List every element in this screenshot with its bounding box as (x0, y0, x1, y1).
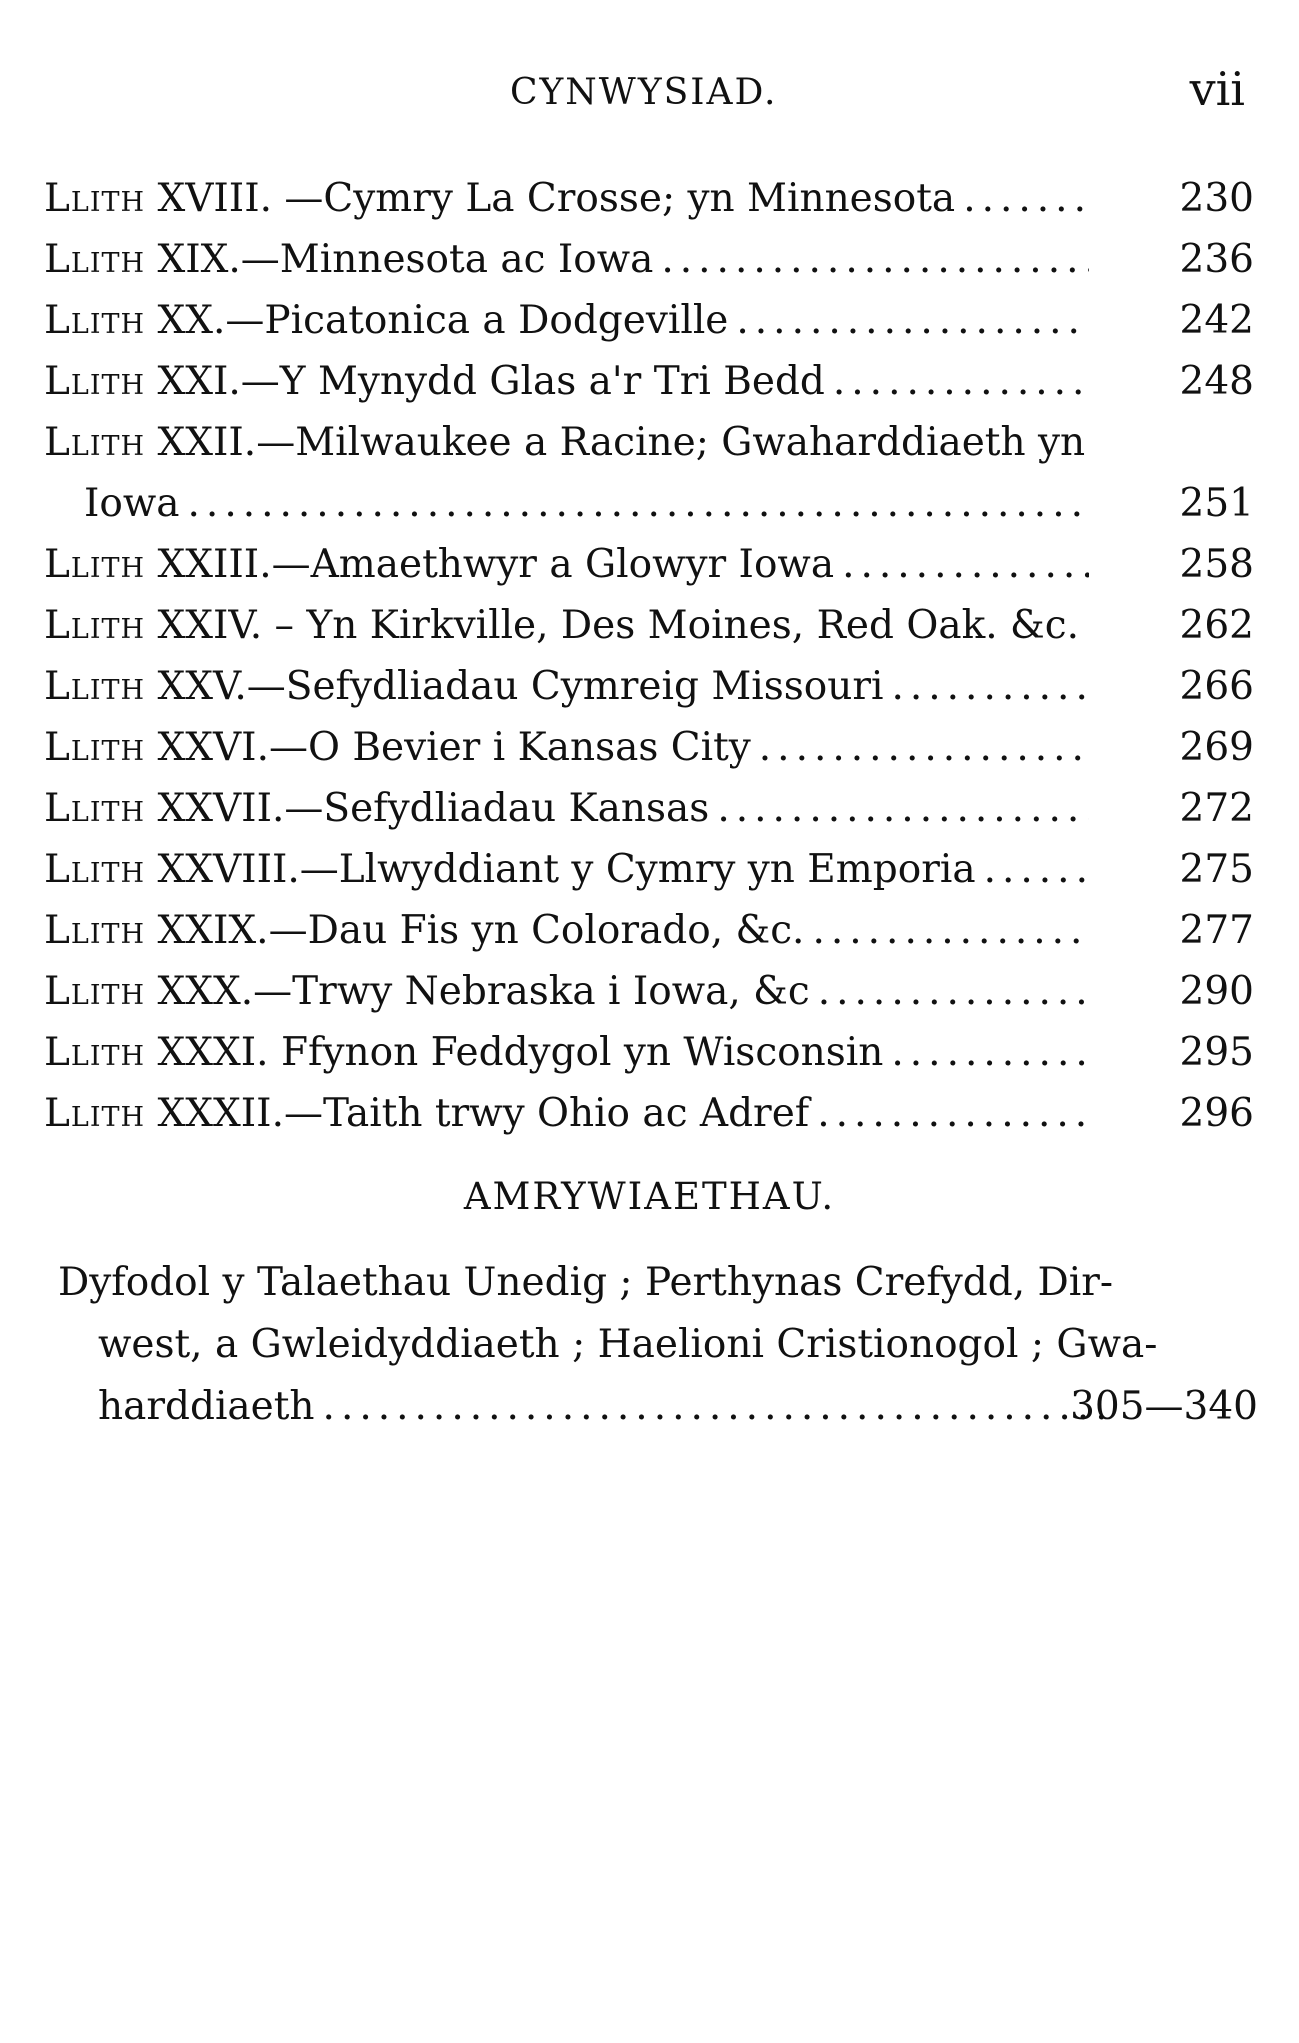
toc-entry (44, 778, 1254, 839)
leader-dots (833, 351, 1089, 412)
running-title: CYNWYSIAD. (510, 72, 778, 113)
entry-page-number: 275 (1179, 847, 1254, 892)
entry-lead: Llith (44, 420, 146, 465)
entry-page-number: 262 (1179, 603, 1254, 648)
toc-entry (44, 412, 1254, 473)
entry-lead: Llith (44, 298, 146, 343)
page-header (0, 62, 1299, 122)
entry-title: XXI.—Y Mynydd Glas a'r Tri Bedd (157, 359, 825, 404)
entry-title: XVIII. —Cymry La Crosse; yn Minnesota (157, 176, 956, 221)
misc-line: west, a Gwleidyddiaeth ; Haelioni Cristionogol ; Gwa- (98, 1322, 1158, 1367)
entry-title: XXXI. Ffynon Feddygol yn Wisconsin (157, 1030, 884, 1075)
entry-lead: Llith (44, 725, 146, 770)
entry-page-number: 296 (1179, 1091, 1254, 1136)
section-heading: AMRYWIAETHAU. (463, 1175, 836, 1218)
entry-title: XXIII.—Amaethwyr a Glowyr Iowa (157, 542, 835, 587)
entry-lead: Llith (44, 664, 146, 709)
entry-title: XIX.—Minnesota ac Iowa (157, 237, 654, 282)
toc-entry (44, 351, 1254, 412)
toc-entry (44, 900, 1254, 961)
entry-title: XX.—Picatonica a Dodgeville (157, 298, 729, 343)
toc-entry (44, 290, 1254, 351)
entry-page-number: 290 (1179, 969, 1254, 1014)
entry-page-number: 242 (1179, 298, 1254, 343)
miscellany-entry (58, 1252, 1258, 1438)
toc-entry (44, 961, 1254, 1022)
toc-entry (44, 1083, 1254, 1144)
leader-dots (736, 290, 1089, 351)
entry-title: XXVIII.—Llwyddiant y Cymry yn Emporia (157, 847, 976, 892)
leader-dots (963, 168, 1089, 229)
entry-title: XXX.—Trwy Nebraska i Iowa, &c (157, 969, 810, 1014)
toc-entry (44, 717, 1254, 778)
toc-entry (44, 656, 1254, 717)
entry-lead: Llith (44, 786, 146, 831)
entry-title: XXVI.—O Bevier i Kansas City (157, 725, 751, 770)
toc-entry (44, 839, 1254, 900)
leader-dots (1087, 595, 1089, 656)
entry-page-number: 272 (1179, 786, 1254, 831)
entry-title: XXII.—Milwaukee a Racine; Gwaharddiaeth yn (157, 420, 1086, 465)
entry-lead: Llith (44, 1030, 146, 1075)
entry-page-number: 269 (1179, 725, 1254, 770)
entry-lead: Llith (44, 847, 146, 892)
table-of-contents (44, 168, 1254, 1144)
misc-line: harddiaeth (98, 1384, 315, 1429)
leader-dots (812, 900, 1089, 961)
leader-dots (818, 961, 1089, 1022)
toc-entry (44, 534, 1254, 595)
entry-page-number: 248 (1179, 359, 1254, 404)
entry-title: XXXII.—Taith trwy Ohio ac Adref (157, 1091, 810, 1136)
entry-title: XXV.—Sefydliadau Cymreig Missouri (157, 664, 884, 709)
entry-page-number: 295 (1179, 1030, 1254, 1075)
leader-dots (891, 656, 1089, 717)
misc-line: Dyfodol y Talaethau Unedig ; Perthynas Crefydd, Dir- (58, 1260, 1114, 1305)
toc-entry (44, 168, 1254, 229)
leader-dots (984, 839, 1089, 900)
entry-page-number: 236 (1179, 237, 1254, 282)
entry-lead: Llith (44, 542, 146, 587)
toc-entry (44, 229, 1254, 290)
entry-lead: Llith (44, 176, 146, 221)
entry-page-number: 277 (1179, 908, 1254, 953)
leader-dots (891, 1022, 1089, 1083)
entry-page-number: 230 (1179, 176, 1254, 221)
toc-entry (44, 595, 1254, 656)
entry-title: XXVII.—Sefydliadau Kansas (157, 786, 710, 831)
entry-title-continuation: Iowa (84, 481, 180, 526)
entry-lead: Llith (44, 1091, 146, 1136)
toc-entry (44, 1022, 1254, 1083)
entry-lead: Llith (44, 908, 146, 953)
leader-dots (323, 1376, 1108, 1438)
entry-lead: Llith (44, 603, 146, 648)
leader-dots (661, 229, 1089, 290)
leader-dots (188, 473, 1089, 534)
entry-page-number: 258 (1179, 542, 1254, 587)
misc-page-range: 305—340 (1070, 1384, 1258, 1429)
entry-lead: Llith (44, 359, 146, 404)
leader-dots (842, 534, 1089, 595)
leader-dots (759, 717, 1089, 778)
entry-title: XXIV. – Yn Kirkville, Des Moines, Red Oak. &c. (157, 603, 1079, 648)
entry-lead: Llith (44, 969, 146, 1014)
toc-entry-continuation (44, 473, 1254, 534)
entry-page-number: 266 (1179, 664, 1254, 709)
entry-lead: Llith (44, 237, 146, 282)
folio-page-number: vii (1189, 62, 1245, 116)
entry-title: XXIX.—Dau Fis yn Colorado, &c. (157, 908, 805, 953)
leader-dots (817, 1083, 1089, 1144)
entry-page-number: 251 (1179, 481, 1254, 526)
leader-dots (717, 778, 1089, 839)
